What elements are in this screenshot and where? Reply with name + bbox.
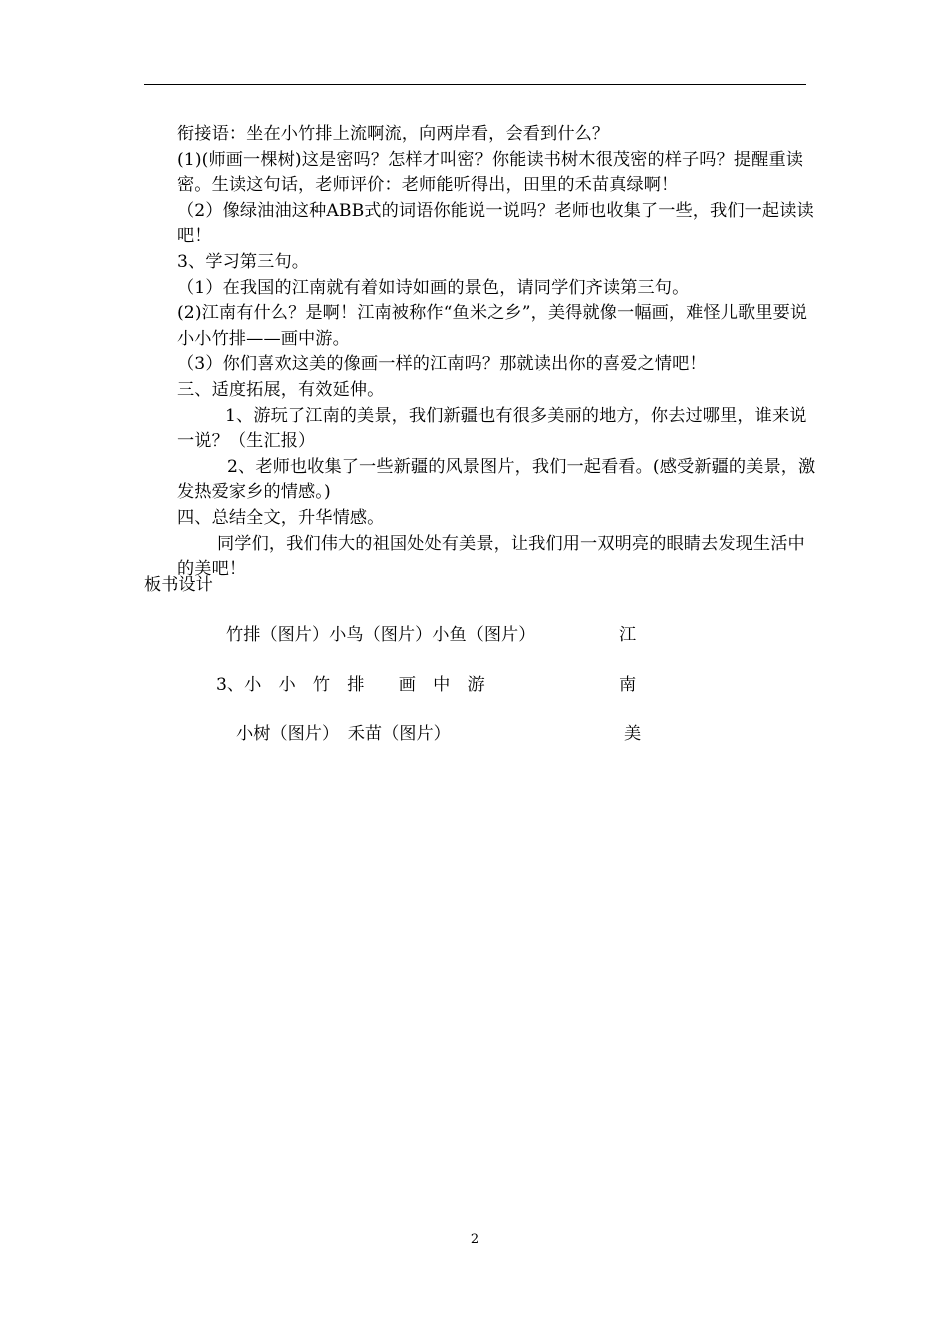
paragraph-transition: 衔接语：坐在小竹排上流啊流，向两岸看，会看到什么？ [177,124,610,144]
paragraph-read-with-love: （3）你们喜欢这美的像画一样的江南吗？那就读出你的喜爱之情吧！ [177,354,707,375]
section-heading-summary: 四、总结全文，升华情感。 [177,507,385,528]
lesson-body [177,122,817,583]
board-right-char-1: 江 [619,625,637,645]
paragraph-xinjiang-photos: 2、老师也收集了一些新疆的风景图片，我们一起看看。(感受新疆的美景，激发热爱家乡的情感。) [177,456,816,503]
board-design-title: 板书设计 [144,575,213,595]
paragraph-fish-rice: (2)江南有什么？是啊！江南被称作“鱼米之乡”，美得就像一幅画，难怪儿歌里要说小小竹排——画中游。 [177,303,808,349]
paragraph-tree: (1)(师画一棵树)这是密吗？怎样才叫密？你能读书树木很茂密的样子吗？提醒重读密。生读这句话，老师评价：老师能听得出，田里的禾苗真绿啊！ [177,149,804,196]
header-rule [144,84,806,85]
section-heading-extension: 三、适度拓展，有效延伸。 [177,379,385,400]
paragraph-jiangnan-scenery: （1）在我国的江南就有着如诗如画的景色，请同学们齐读第三句。 [177,277,690,298]
board-right-char-2: 南 [619,675,637,695]
paragraph-xinjiang-places: 1、游玩了江南的美景，我们新疆也有很多美丽的地方，你去过哪里，谁来说一说？（生汇报） [177,405,807,452]
board-line-3: 小树（图片） 禾苗（图片） [236,724,451,744]
paragraph-abb-words: （2）像绿油油这种ABB式的词语你能说一说吗？老师也收集了一些，我们一起读读吧！ [177,200,814,247]
board-line-2: 3、小 小 竹 排 画 中 游 [216,675,485,695]
board-line-1: 竹排（图片）小鸟（图片）小鱼（图片） [226,625,536,645]
paragraph-closing: 同学们，我们伟大的祖国处处有美景，让我们用一双明亮的眼睛去发现生活中的美吧！ [177,533,805,580]
page-number: 2 [470,1232,480,1247]
board-right-char-3: 美 [624,724,642,744]
paragraph-third-sentence-heading: 3、学习第三句。 [177,251,310,272]
